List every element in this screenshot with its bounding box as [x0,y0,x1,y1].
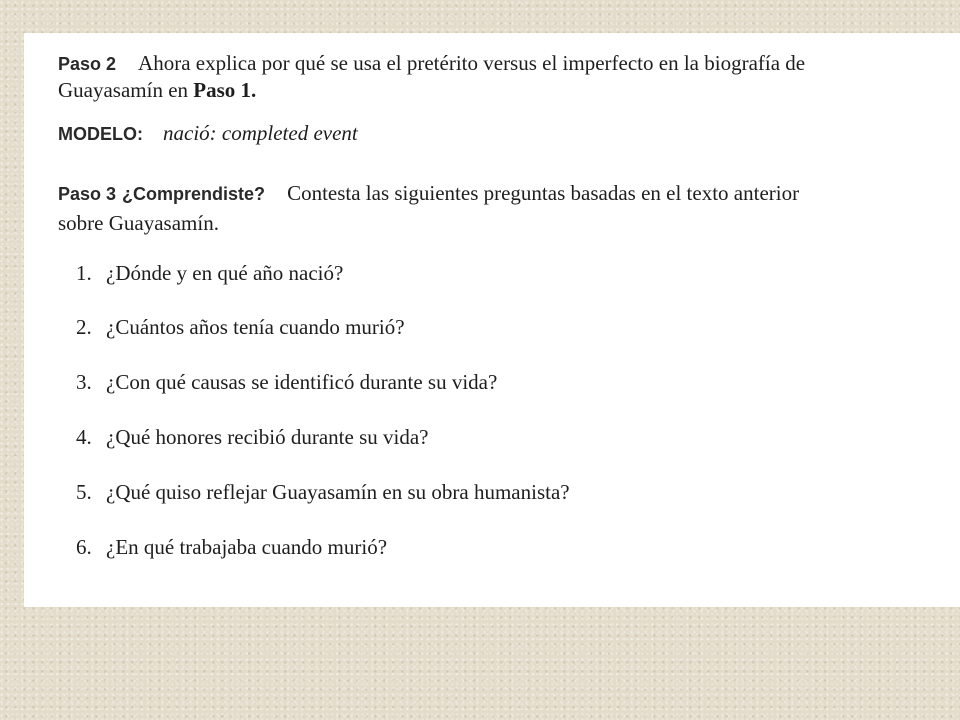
question-text: ¿Con qué causas se identificó durante su vida? [106,370,498,394]
paso2-text-line1: Ahora explica por qué se usa el pretérito versus el imperfecto en la biografía de [138,51,806,75]
question-number: 3. [76,370,92,394]
question-number: 1. [76,261,92,285]
modelo-line [58,119,358,148]
paso3-line2 [58,209,219,237]
question-number: 5. [76,480,92,504]
paso2-text-line2: Guayasamín en [58,78,194,102]
question-item [76,259,343,287]
question-item [76,313,405,341]
question-text: ¿En qué trabajaba cuando murió? [106,535,388,559]
paso2-line2 [58,76,256,104]
modelo-label: MODELO: [58,124,143,144]
question-item [76,423,428,451]
question-text: ¿Qué quiso reflejar Guayasamín en su obra humanista? [106,480,570,504]
question-item [76,478,570,506]
question-number: 4. [76,425,92,449]
question-text: ¿Cuántos años tenía cuando murió? [106,315,405,339]
paso2-line1 [58,49,805,78]
question-number: 2. [76,315,92,339]
question-item [76,533,387,561]
question-number: 6. [76,535,92,559]
paso3-subtitle: ¿Comprendiste? [122,184,266,204]
paso3-line1 [58,179,799,208]
paso2-bold-ref: Paso 1. [193,78,257,102]
modelo-example: nació: completed event [163,121,358,145]
worksheet-page [24,33,960,607]
question-item [76,368,497,396]
question-text: ¿Dónde y en qué año nació? [106,261,344,285]
question-text: ¿Qué honores recibió durante su vida? [106,425,429,449]
paso3-text-line1: Contesta las siguientes preguntas basadas en el texto anterior [287,181,800,205]
paso3-text-line2: sobre Guayasamín. [58,211,219,235]
paso3-label: Paso 3 [58,184,117,204]
paso2-label: Paso 2 [58,54,117,74]
